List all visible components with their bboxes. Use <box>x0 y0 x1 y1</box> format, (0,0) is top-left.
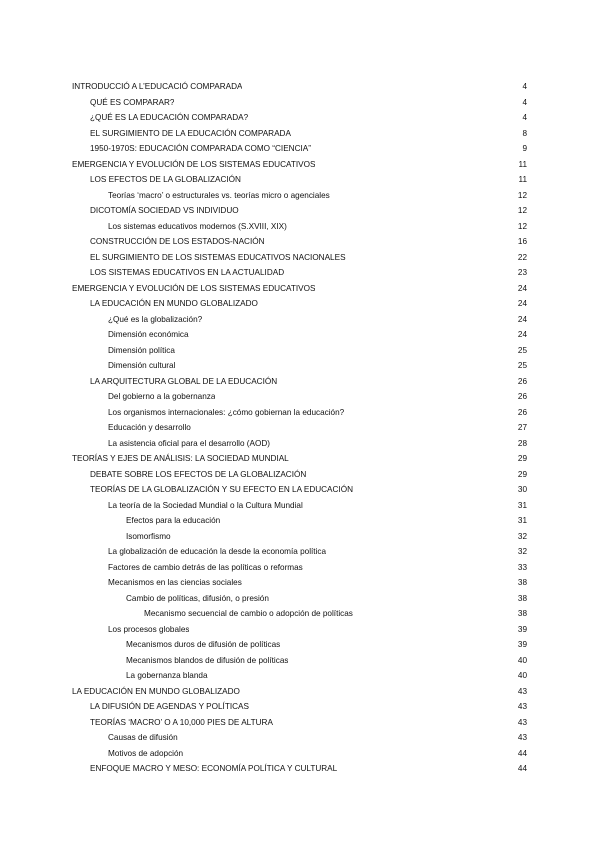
toc-entry-title: LA EDUCACIÓN EN MUNDO GLOBALIZADO <box>72 686 240 696</box>
toc-entry[interactable] <box>72 746 527 762</box>
toc-entry-title: LOS EFECTOS DE LA GLOBALIZACIÓN <box>90 175 241 184</box>
toc-entry-title: Efectos para la educación <box>126 516 221 525</box>
toc-entry[interactable] <box>72 374 527 390</box>
toc-entry[interactable] <box>72 482 527 498</box>
toc-entry[interactable] <box>72 730 527 746</box>
toc-entry-title: TEORÍAS DE LA GLOBALIZACIÓN Y SU EFECTO EN LA EDUCACIÓN <box>90 485 353 494</box>
toc-entry-page-number: 4 <box>522 113 527 122</box>
toc-entry-page-number: 30 <box>517 485 527 494</box>
toc-entry-title: Dimensión cultural <box>108 361 176 370</box>
toc-entry-page-number: 43 <box>517 733 527 742</box>
toc-entry-title: Cambio de políticas, difusión, o presión <box>126 593 269 603</box>
toc-entry-page-number: 9 <box>522 144 527 153</box>
toc-entry-page-number: 16 <box>517 237 527 246</box>
toc-entry[interactable] <box>72 203 527 219</box>
toc-entry[interactable] <box>72 420 527 436</box>
toc-entry[interactable] <box>72 544 527 560</box>
toc-entry-page-number: 24 <box>517 283 527 293</box>
toc-entry-title: TEORÍAS Y EJES DE ANÁLISIS: LA SOCIEDAD MUNDIAL <box>72 454 289 463</box>
toc-entry-page-number: 31 <box>517 500 527 510</box>
toc-entry-page-number: 40 <box>517 671 527 680</box>
toc-entry-title: LOS SISTEMAS EDUCATIVOS EN LA ACTUALIDAD <box>90 268 285 277</box>
toc-entry-title: Dimensión política <box>108 345 175 355</box>
toc-entry-page-number: 24 <box>517 299 527 308</box>
toc-entry[interactable] <box>72 219 527 235</box>
toc-entry-title: LA EDUCACIÓN EN MUNDO GLOBALIZADO <box>90 299 258 308</box>
toc-entry-page-number: 12 <box>517 190 527 200</box>
toc-entry[interactable] <box>72 157 527 173</box>
toc-entry-page-number: 24 <box>517 314 527 324</box>
toc-entry[interactable] <box>72 110 527 126</box>
toc-entry-title: LA ARQUITECTURA GLOBAL DE LA EDUCACIÓN <box>90 376 278 386</box>
toc-entry-title: Mecanismos blandos de difusión de políticas <box>126 655 289 665</box>
toc-entry-title: Dimensión económica <box>108 330 189 339</box>
table-of-contents <box>72 79 527 777</box>
toc-entry-title: La gobernanza blanda <box>126 671 208 680</box>
toc-entry[interactable] <box>72 622 527 638</box>
toc-entry-title: DICOTOMÍA SOCIEDAD VS INDIVIDUO <box>90 206 239 215</box>
toc-entry-title: EMERGENCIA Y EVOLUCIÓN DE LOS SISTEMAS EDUCATIVOS <box>72 283 316 293</box>
toc-entry-title: Del gobierno a la gobernanza <box>108 392 216 401</box>
toc-entry-page-number: 43 <box>517 717 527 727</box>
toc-entry-title: Factores de cambio detrás de las políticas o reformas <box>108 562 303 572</box>
toc-entry-page-number: 11 <box>518 175 527 184</box>
toc-entry-title: EL SURGIMIENTO DE LOS SISTEMAS EDUCATIVOS NACIONALES <box>90 252 346 262</box>
toc-entry[interactable] <box>72 436 527 452</box>
toc-entry-title: Mecanismo secuencial de cambio o adopción de políticas <box>144 609 353 618</box>
toc-entry-page-number: 25 <box>517 361 527 370</box>
toc-entry-page-number: 12 <box>517 206 527 215</box>
toc-entry-page-number: 23 <box>517 268 527 277</box>
toc-entry-title: 1950-1970S: EDUCACIÓN COMPARADA COMO “CIENCIA” <box>90 144 311 153</box>
toc-entry-title: Mecanismos en las ciencias sociales <box>108 578 242 587</box>
toc-entry-page-number: 43 <box>517 702 527 711</box>
toc-entry-page-number: 38 <box>517 609 527 618</box>
toc-entry-page-number: 38 <box>517 578 527 587</box>
toc-entry[interactable] <box>72 699 527 715</box>
toc-entry-page-number: 27 <box>517 423 527 432</box>
toc-entry-title: EL SURGIMIENTO DE LA EDUCACIÓN COMPARADA <box>90 128 291 138</box>
toc-entry[interactable] <box>72 126 527 142</box>
toc-entry-page-number: 44 <box>517 748 527 758</box>
toc-entry-page-number: 29 <box>517 454 527 463</box>
toc-entry-title: La globalización de educación la desde la economía política <box>108 547 327 556</box>
toc-entry-title: Los sistemas educativos modernos (S.XVIII, XIX) <box>108 221 287 231</box>
toc-entry-page-number: 33 <box>517 562 527 572</box>
toc-entry[interactable] <box>72 343 527 359</box>
toc-entry[interactable] <box>72 265 527 281</box>
toc-entry-title: CONSTRUCCIÓN DE LOS ESTADOS-NACIÓN <box>90 237 265 246</box>
toc-entry-page-number: 32 <box>517 531 527 541</box>
toc-entry-page-number: 12 <box>517 221 527 231</box>
toc-entry-page-number: 28 <box>517 438 527 448</box>
toc-entry-title: DEBATE SOBRE LOS EFECTOS DE LA GLOBALIZACIÓN <box>90 469 307 479</box>
toc-entry[interactable] <box>72 637 527 653</box>
toc-entry-page-number: 4 <box>522 82 527 91</box>
toc-entry-page-number: 32 <box>517 547 527 556</box>
toc-entry[interactable] <box>72 668 527 684</box>
toc-entry[interactable] <box>72 498 527 514</box>
toc-entry-title: LA DIFUSIÓN DE AGENDAS Y POLÍTICAS <box>90 702 249 711</box>
toc-entry-title: Isomorfismo <box>126 531 171 541</box>
toc-entry[interactable] <box>72 389 527 405</box>
toc-entry-page-number: 24 <box>517 330 527 339</box>
toc-entry-title: Mecanismos duros de difusión de políticas <box>126 640 281 649</box>
toc-entry-title: La teoría de la Sociedad Mundial o la Cultura Mundial <box>108 500 303 510</box>
toc-entry-title: QUÉ ES COMPARAR? <box>90 97 175 107</box>
toc-entry[interactable] <box>72 79 527 95</box>
toc-entry-page-number: 26 <box>517 376 527 386</box>
toc-entry[interactable] <box>72 653 527 669</box>
toc-entry[interactable] <box>72 684 527 700</box>
toc-entry-title: ¿Qué es la globalización? <box>108 314 203 324</box>
toc-entry[interactable] <box>72 715 527 731</box>
toc-entry[interactable] <box>72 606 527 622</box>
toc-entry-page-number: 11 <box>518 159 527 169</box>
toc-entry-title: Educación y desarrollo <box>108 423 191 432</box>
toc-entry-page-number: 26 <box>517 407 527 417</box>
toc-entry[interactable] <box>72 234 527 250</box>
toc-entry[interactable] <box>72 296 527 312</box>
toc-entry-title: TEORÍAS ‘MACRO’ O A 10,000 PIES DE ALTURA <box>90 717 273 727</box>
toc-entry-title: ¿QUÉ ES LA EDUCACIÓN COMPARADA? <box>90 113 249 122</box>
toc-entry-page-number: 40 <box>517 655 527 665</box>
toc-entry[interactable] <box>72 141 527 157</box>
toc-entry-page-number: 26 <box>517 392 527 401</box>
toc-entry[interactable] <box>72 95 527 111</box>
toc-entry-page-number: 31 <box>517 516 527 525</box>
toc-entry[interactable] <box>72 451 527 467</box>
toc-entry[interactable] <box>72 529 527 545</box>
toc-entry[interactable] <box>72 250 527 266</box>
toc-entry-page-number: 38 <box>517 593 527 603</box>
toc-entry[interactable] <box>72 467 527 483</box>
toc-entry[interactable] <box>72 312 527 328</box>
toc-entry[interactable] <box>72 327 527 343</box>
toc-entry-page-number: 29 <box>517 469 527 479</box>
toc-entry[interactable] <box>72 172 527 188</box>
toc-entry[interactable] <box>72 358 527 374</box>
toc-entry[interactable] <box>72 188 527 204</box>
toc-entry-title: Motivos de adopción <box>108 748 184 758</box>
toc-entry[interactable] <box>72 405 527 421</box>
toc-entry-title: Teorías ‘macro’ o estructurales vs. teorías micro o agenciales <box>108 190 330 200</box>
toc-entry-title: Los procesos globales <box>108 624 190 634</box>
toc-entry[interactable] <box>72 560 527 576</box>
toc-entry[interactable] <box>72 281 527 297</box>
toc-entry-title: Causas de difusión <box>108 733 178 742</box>
toc-entry[interactable] <box>72 591 527 607</box>
toc-entry[interactable] <box>72 575 527 591</box>
toc-entry-page-number: 4 <box>522 97 527 107</box>
toc-entry-title: La asistencia oficial para el desarrollo (AOD) <box>108 438 271 448</box>
toc-entry-title: ENFOQUE MACRO Y MESO: ECONOMÍA POLÍTICA Y CULTURAL <box>90 764 338 773</box>
toc-entry-page-number: 43 <box>517 686 527 696</box>
toc-entry-page-number: 8 <box>522 128 527 138</box>
toc-entry-page-number: 39 <box>517 624 527 634</box>
toc-entry-page-number: 39 <box>517 640 527 649</box>
toc-entry-page-number: 25 <box>517 345 527 355</box>
toc-entry[interactable] <box>72 513 527 529</box>
toc-entry-title: EMERGENCIA Y EVOLUCIÓN DE LOS SISTEMAS EDUCATIVOS <box>72 159 316 169</box>
toc-entry[interactable] <box>72 761 527 777</box>
toc-entry-title: INTRODUCCIÓ A L’EDUCACIÓ COMPARADA <box>72 82 243 91</box>
toc-entry-title: Los organismos internacionales: ¿cómo gobiernan la educación? <box>108 407 345 417</box>
toc-entry-page-number: 22 <box>517 252 527 262</box>
toc-entry-page-number: 44 <box>517 764 527 773</box>
